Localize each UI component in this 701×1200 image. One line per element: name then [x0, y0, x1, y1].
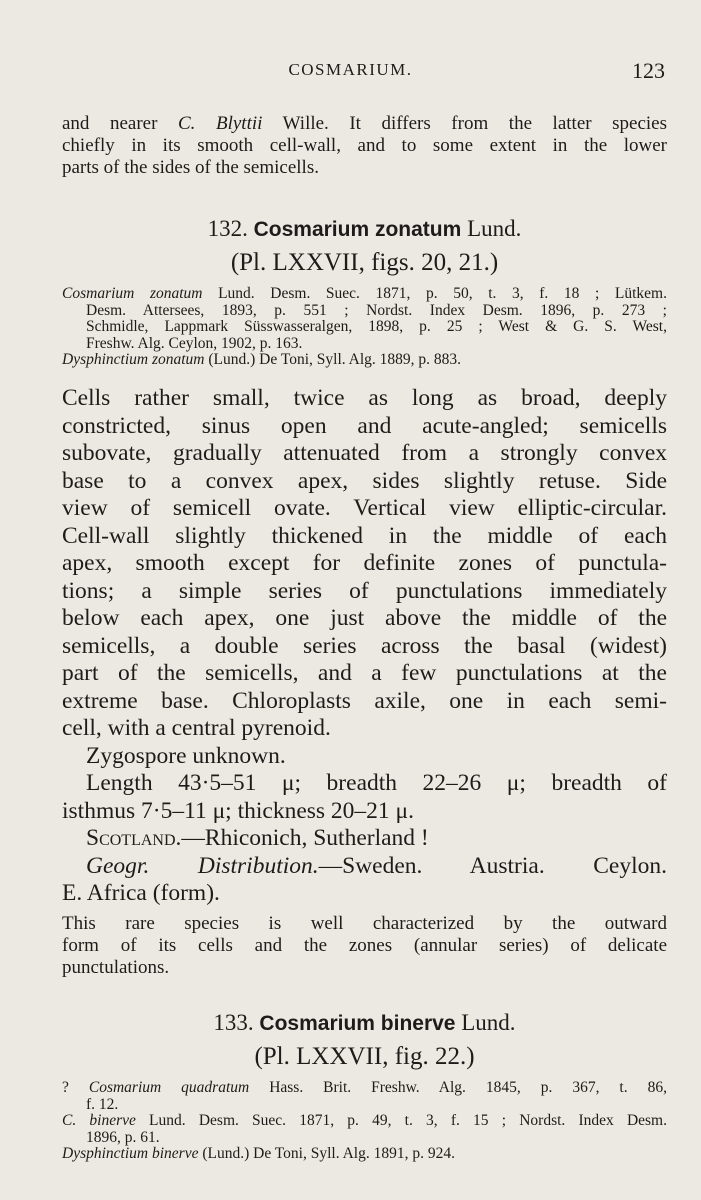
- distribution-line: E. Africa (form).: [62, 880, 220, 906]
- text-line: base to a convex apex, sides slightly retuse. Side: [62, 467, 667, 494]
- page-number: 123: [632, 58, 665, 83]
- text-line: chiefly in its smooth cell-wall, and to some extent in the lower: [62, 135, 667, 156]
- text-line: subovate, gradually attenuated from a strongly convex: [62, 440, 667, 466]
- species-133-heading: [62, 1010, 667, 1036]
- citation-line: C. binerve Lund. Desm. Suec. 1871, p. 49, t. 3, f. 15 ; Nordst. Index Desm.: [62, 1112, 667, 1130]
- species-132-remark: [62, 913, 667, 979]
- citation-line: Schmidle, Lappmark Süsswasseralgen, 1898, p. 25 ; West & G. S. West,: [86, 318, 667, 336]
- text-line: tions; a simple series of punctulations immediately: [62, 577, 667, 604]
- measurements-line: Length 43·5–51 μ; breadth 22–26 μ; breadth of: [86, 770, 667, 796]
- text-line: apex, smooth except for definite zones of punctula-: [62, 550, 667, 576]
- citation-line: Cosmarium zonatum Lund. Desm. Suec. 1871, p. 50, t. 3, f. 18 ; Lütkem.: [62, 285, 667, 302]
- text-line: extreme base. Chloroplasts axile, one in each semi-: [62, 687, 667, 714]
- measurements-line: isthmus 7·5–11 μ; thickness 20–21 μ.: [62, 797, 415, 824]
- text-line: form of its cells and the zones (annular series) of delicate: [62, 935, 667, 956]
- species-132-plate: (Pl. LXXVII, figs. 20, 21.): [230, 249, 499, 276]
- text-line: punctulations.: [62, 957, 170, 978]
- running-title: COSMARIUM.: [288, 60, 413, 79]
- citation-line: Dysphinctium binerve (Lund.) De Toni, Syll. Alg. 1891, p. 924.: [62, 1145, 455, 1163]
- locality-line: Scotland.—Rhiconich, Sutherland !: [86, 825, 429, 851]
- species-author: Lund.: [461, 1010, 516, 1035]
- citation-line: 1896, p. 61.: [86, 1128, 160, 1146]
- species-author: Lund.: [467, 216, 522, 241]
- zygospore-note: Zygospore unknown.: [86, 742, 286, 769]
- citation-line: Freshw. Alg. Ceylon, 1902, p. 163.: [86, 334, 303, 352]
- citation-line: Desm. Attersees, 1893, p. 551 ; Nordst. Index Desm. 1896, p. 273 ;: [86, 301, 667, 319]
- text-line: view of semicell ovate. Vertical view elliptic-circular.: [62, 495, 667, 521]
- text-line: parts of the sides of the semicells.: [62, 157, 319, 178]
- species-132-description: [62, 385, 667, 908]
- text-line: Cells rather small, twice as long as broad, deeply: [62, 385, 667, 411]
- species-name: Cosmarium binerve: [259, 1012, 456, 1035]
- distribution-line: Geogr. Distribution.—Sweden. Austria. Ceylon.: [86, 852, 667, 879]
- text-line: semicells, a double series across the basal (widest): [62, 632, 667, 659]
- species-133-citations: [62, 1080, 667, 1163]
- text-line: below each apex, one just above the middle of the: [62, 605, 667, 631]
- species-133-plate: (Pl. LXXVII, fig. 22.): [254, 1043, 475, 1070]
- text-line: Cell-wall slightly thickened in the middle of each: [62, 522, 667, 549]
- citation-line: ? Cosmarium quadratum Hass. Brit. Freshw. Alg. 1845, p. 367, t. 86,: [62, 1079, 667, 1096]
- page-header: [0, 58, 701, 86]
- species-number: 133.: [213, 1010, 254, 1035]
- text-line: part of the semicells, and a few punctulations at the: [62, 660, 667, 686]
- text-line: This rare species is well characterized by the outward: [62, 913, 667, 934]
- species-number: 132.: [207, 216, 248, 241]
- citation-line: f. 12.: [86, 1095, 119, 1113]
- species-name: Cosmarium zonatum: [253, 218, 462, 241]
- species-132-heading: [62, 216, 667, 242]
- intro-paragraph: [62, 113, 667, 179]
- text-line: constricted, sinus open and acute-angled; semicells: [62, 412, 667, 439]
- text-line: and nearer C. Blyttii Wille. It differs from the latter species: [62, 113, 667, 134]
- species-132-citations: [62, 286, 667, 369]
- text-line: cell, with a central pyrenoid.: [62, 715, 331, 741]
- citation-line: Dysphinctium zonatum (Lund.) De Toni, Syll. Alg. 1889, p. 883.: [62, 351, 462, 369]
